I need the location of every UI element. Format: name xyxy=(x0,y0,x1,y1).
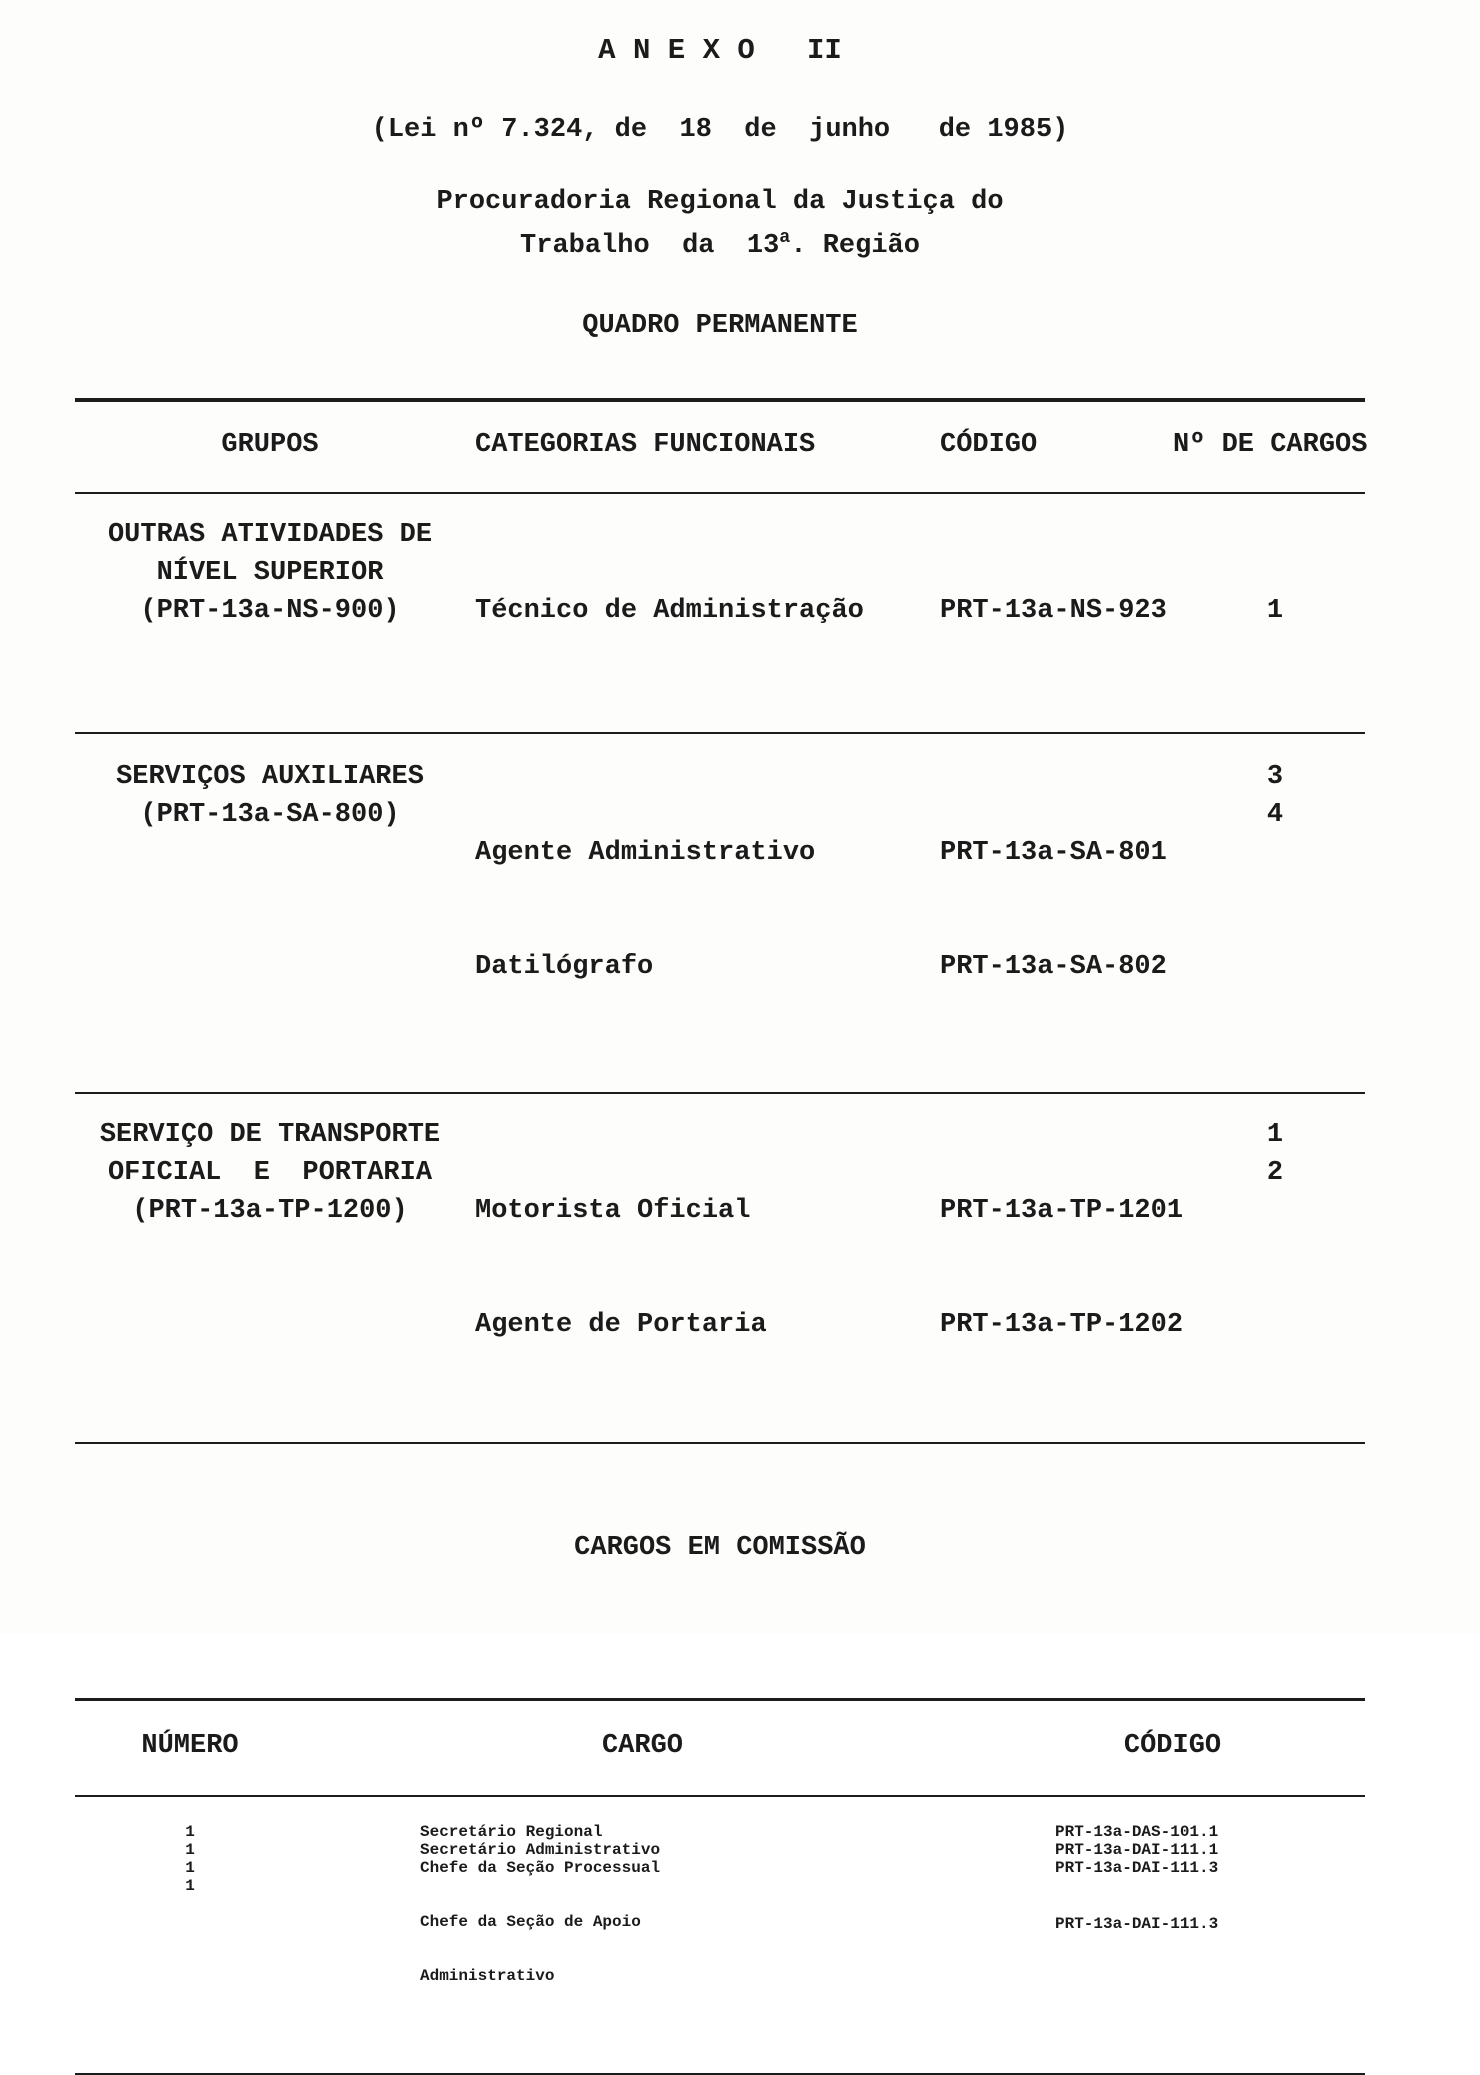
table-header-row xyxy=(75,402,1368,494)
cargo-count: 3 xyxy=(1266,762,1284,792)
grupo-line: OUTRAS ATIVIDADES DE xyxy=(107,520,433,550)
grupo-cell xyxy=(75,758,465,1062)
column-header-codigo: CÓDIGO xyxy=(1123,1731,1222,1761)
column-header-numero: NÚMERO xyxy=(141,1731,239,1761)
grupo-line: (PRT-13a-SA-800) xyxy=(140,800,400,830)
table-row xyxy=(75,1094,1365,1442)
table-body xyxy=(75,1797,1365,2073)
cargos-comissao-table xyxy=(75,1698,1365,2075)
table-row xyxy=(75,1877,1365,2021)
grupo-line: OFICIAL E PORTARIA xyxy=(107,1158,433,1188)
cargo-line: Chefe da Seção de Apoio xyxy=(420,1913,641,1931)
cargo-count: 4 xyxy=(1266,800,1284,830)
grupo-line: SERVIÇO DE TRANSPORTE xyxy=(99,1120,441,1150)
categorias-cell xyxy=(465,1116,925,1420)
org-line2-rest: . Região xyxy=(790,231,920,261)
n-cargos-cell xyxy=(1185,1116,1365,1420)
codigo-value: PRT-13a-DAI-111.3 xyxy=(1055,1859,1219,1877)
cargo-count: 1 xyxy=(1266,1120,1284,1150)
numero-value: 1 xyxy=(185,1841,195,1859)
column-header-codigo: CÓDIGO xyxy=(940,430,1038,460)
column-header-cargo: CARGO xyxy=(601,1731,683,1761)
table-row xyxy=(75,734,1365,1094)
categoria-line: Agente de Portaria xyxy=(475,1310,767,1340)
section-title-cargos-em-comissao: CARGOS EM COMISSÃO xyxy=(574,1533,866,1563)
codigo-value: PRT-13a-DAS-101.1 xyxy=(1055,1823,1219,1841)
table-row xyxy=(75,1841,1365,1859)
codigo-cell xyxy=(925,758,1185,1062)
categoria-line: Datilógrafo xyxy=(475,952,654,982)
quadro-permanente-table xyxy=(75,398,1368,1444)
codigo-line: PRT-13a-SA-802 xyxy=(940,952,1167,982)
codigo-value: PRT-13a-DAI-111.3 xyxy=(1055,1915,1219,1933)
grupo-cell xyxy=(75,516,465,706)
cargo-count: 1 xyxy=(1266,596,1284,626)
grupo-line: SERVIÇOS AUXILIARES xyxy=(116,762,424,792)
law-reference: (Lei nº 7.324, de 18 de junho de 1985) xyxy=(371,115,1069,145)
cargo-value: Secretário Regional xyxy=(420,1823,603,1841)
org-name-line-2 xyxy=(75,226,1365,268)
table-row xyxy=(75,494,1365,734)
codigo-line: PRT-13a-TP-1202 xyxy=(940,1310,1184,1340)
grupo-line: NÍVEL SUPERIOR xyxy=(156,558,384,588)
table-header-row xyxy=(75,1701,1365,1797)
codigo-line: PRT-13a-TP-1201 xyxy=(940,1196,1184,1226)
categoria-line: Técnico de Administração xyxy=(475,596,864,626)
numero-value: 1 xyxy=(185,1877,195,1895)
ordinal-superscript: a xyxy=(779,226,791,248)
org-name-line-1: Procuradoria Regional da Justiça do xyxy=(436,187,1004,217)
column-header-categorias-funcionais: CATEGORIAS FUNCIONAIS xyxy=(475,430,816,460)
grupo-line: (PRT-13a-TP-1200) xyxy=(132,1196,408,1226)
table-row xyxy=(75,1823,1365,1841)
categoria-line: Agente Administrativo xyxy=(475,838,816,868)
codigo-cell xyxy=(925,516,1185,706)
codigo-line: PRT-13a-NS-923 xyxy=(940,596,1167,626)
section-title-quadro-permanente: QUADRO PERMANENTE xyxy=(582,311,858,341)
page-title: A N E X O II xyxy=(598,34,842,67)
n-cargos-cell xyxy=(1185,758,1365,1062)
codigo-cell xyxy=(925,1116,1185,1420)
table-row xyxy=(75,1859,1365,1877)
cargo-cell xyxy=(305,1877,980,2021)
numero-value: 1 xyxy=(185,1859,195,1877)
cargo-count: 2 xyxy=(1266,1158,1284,1188)
cargo-value: Chefe da Seção Processual xyxy=(420,1859,661,1877)
grupo-line: (PRT-13a-NS-900) xyxy=(140,596,400,626)
categoria-line: Motorista Oficial xyxy=(475,1196,751,1226)
column-header-grupos: GRUPOS xyxy=(221,430,319,460)
categorias-cell xyxy=(465,758,925,1062)
categorias-cell xyxy=(465,516,925,706)
numero-value: 1 xyxy=(185,1823,195,1841)
cargo-value: Secretário Administrativo xyxy=(420,1841,661,1859)
column-header-n-de-cargos: Nº DE CARGOS xyxy=(1173,430,1368,460)
org-line2-text: Trabalho da 13 xyxy=(520,231,780,261)
cargo-line: Administrativo xyxy=(420,1967,555,1985)
codigo-value: PRT-13a-DAI-111.1 xyxy=(1055,1841,1219,1859)
codigo-line: PRT-13a-SA-801 xyxy=(940,838,1167,868)
grupo-cell xyxy=(75,1116,465,1420)
n-cargos-cell xyxy=(1185,592,1365,630)
